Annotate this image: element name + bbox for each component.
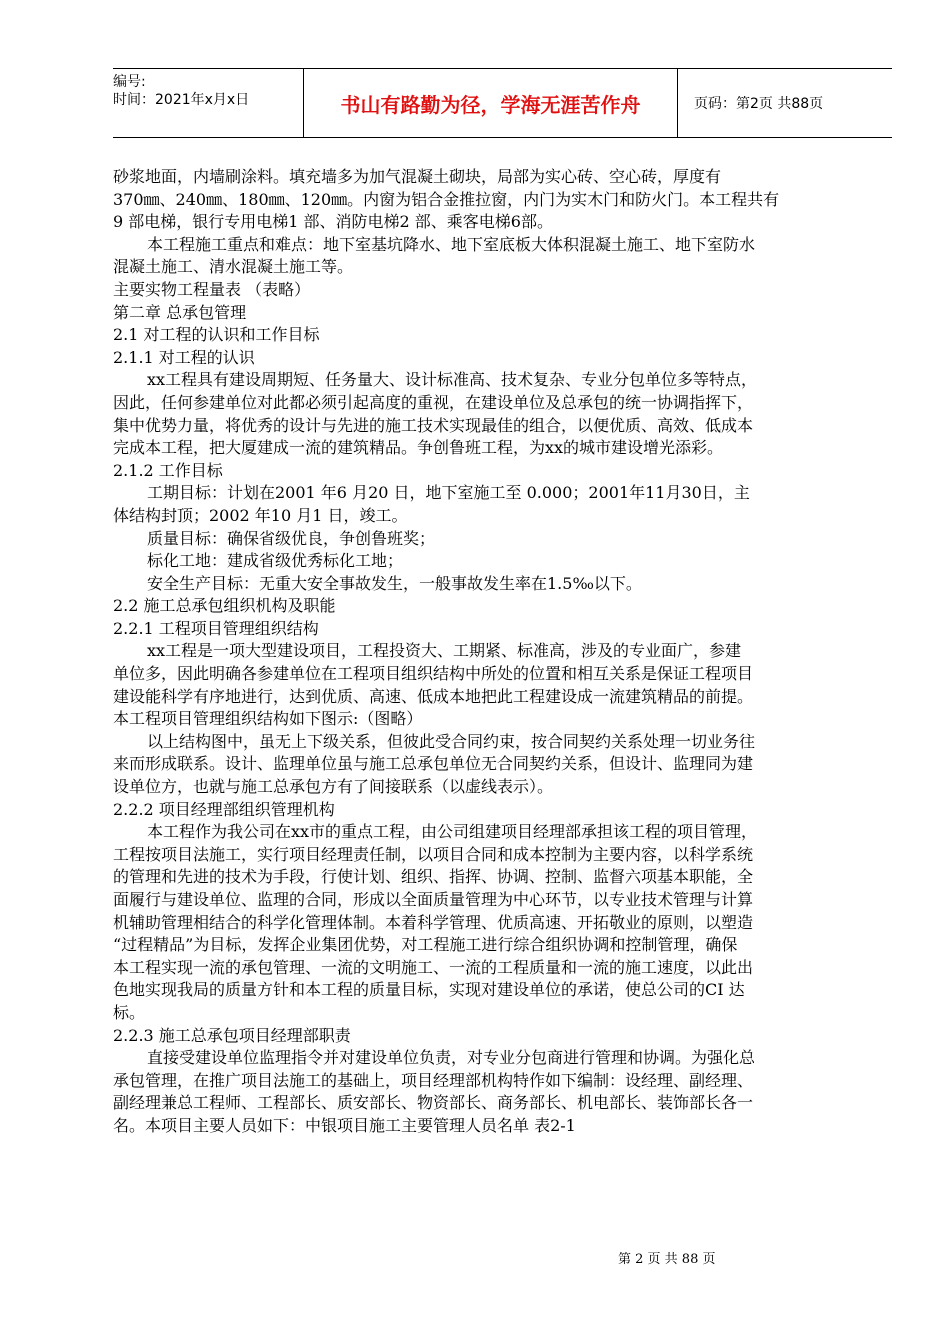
text-line: 工期目标：计划在2001 年6 月20 日，地下室施工至 0.000；2001年11月30日，主 [147, 483, 750, 503]
text-line: 的管理和先进的技术为手段，行使计划、组织、指挥、协调、控制、监督六项基本职能，全 [113, 867, 754, 887]
text-line: 砂浆地面，内墙刷涂料。填充墙多为加气混凝土砌块，局部为实心砖、空心砖，厚度有 [113, 167, 722, 186]
text-line: 2.2.1 工程项目管理组织结构 [113, 618, 319, 638]
text-line: “过程精品”为目标，发挥企业集团优势，对工程施工进行综合组织协调和控制管理，确保 [113, 935, 738, 955]
text-line: 2.2.2 项目经理部组织管理机构 [113, 799, 335, 819]
text-line: 名。本项目主要人员如下：中银项目施工主要管理人员名单 表2-1 [113, 1115, 576, 1135]
text-line: xx工程具有建设周期短、任务量大、设计标准高、技术复杂、专业分包单位多等特点， [147, 370, 758, 390]
number-label: 编号: [113, 74, 146, 90]
header-meta [113, 69, 304, 137]
text-line: 9 部电梯，银行专用电梯1 部、消防电梯2 部、乘客电梯6部。 [113, 212, 553, 232]
text-line: 2.1.1 对工程的认识 [113, 347, 255, 367]
text-line: 370㎜、240㎜、180㎜、120㎜。内窗为铝合金推拉窗，内门为实木门和防火门。本工程共有 [113, 189, 780, 209]
text-line: 建设能科学有序地进行，达到优质、高速、低成本地把此工程建设成一流建筑精品的前提。 [113, 686, 754, 706]
text-line: 因此，任何参建单位对此都必须引起高度的重视，在建设单位及总承包的统一协调指挥下， [113, 392, 754, 412]
text-line: 2.2 施工总承包组织机构及职能 [113, 596, 336, 616]
text-line: 直接受建设单位监理指令并对建设单位负责，对专业分包商进行管理和协调。为强化总 [147, 1048, 756, 1068]
page-footer: 第 2 页 共 88 页 [618, 1252, 716, 1267]
text-line: 面履行与建设单位、监理的合同，形成以全面质量管理为中心环节，以专业技术管理与计算 [113, 890, 754, 909]
text-line: 第二章 总承包管理 [113, 302, 247, 322]
text-line: 本工程实现一流的承包管理、一流的文明施工、一流的工程质量和一流的施工速度，以此出 [113, 957, 754, 977]
text-line: 体结构封顶；2002 年10 月1 日，竣工。 [113, 505, 408, 525]
text-line: 2.1.2 工作目标 [113, 460, 223, 480]
text-line: 本工程项目管理组织结构如下图示:（图略） [113, 709, 423, 729]
text-line: 单位多，因此明确各参建单位在工程项目组织结构中所处的位置和相互关系是保证工程项目 [113, 664, 754, 684]
header-page-label: 页码：第2页 共88页 [694, 96, 824, 112]
time-label: 时间：2021年x月x日 [113, 92, 250, 108]
text-line: 混凝土施工、清水混凝土施工等。 [113, 257, 354, 277]
text-line: 本工程施工重点和难点：地下室基坑降水、地下室底板大体积混凝土施工、地下室防水 [147, 234, 756, 254]
text-line: 标化工地：建成省级优秀标化工地； [147, 551, 404, 571]
document-body [113, 166, 883, 1138]
text-line: 主要实物工程量表 （表略） [113, 279, 311, 299]
text-line: 标。 [113, 1002, 146, 1022]
text-line: 来而形成联系。设计、监理单位虽与施工总承包单位无合同契约关系，但设计、监理同为建 [113, 754, 754, 774]
text-line: 本工程作为我公司在xx市的重点工程，由公司组建项目经理部承担该工程的项目管理， [147, 822, 758, 842]
text-line: 工程按项目法施工，实行项目经理责任制，以项目合同和成本控制为主要内容，以科学系统 [113, 844, 754, 864]
text-line: 2.2.3 施工总承包项目经理部职责 [113, 1025, 351, 1045]
text-line: 完成本工程，把大厦建成一流的建筑精品。争创鲁班工程，为xx的城市建设增光添彩。 [113, 438, 724, 458]
text-line: 安全生产目标：无重大安全事故发生，一般事故发生率在1.5‰以下。 [147, 573, 642, 593]
text-line: 承包管理，在推广项目法施工的基础上，项目经理部机构特作如下编制：设经理、副经理、 [113, 1070, 754, 1090]
header-motto: 书山有路勤为径，学海无涯苦作舟 [304, 69, 678, 137]
text-line: 2.1 对工程的认识和工作目标 [113, 325, 320, 345]
text-line: 机辅助管理相结合的科学化管理体制。本着科学管理、优质高速、开拓敬业的原则，以塑造 [113, 912, 754, 932]
text-line: 色地实现我局的质量方针和本工程的质量目标，实现对建设单位的承诺，使总公司的CI 达 [113, 980, 745, 1000]
text-line: 集中优势力量，将优秀的设计与先进的施工技术实现最佳的组合，以便优质、高效、低成本 [113, 415, 754, 435]
text-line: 设单位方，也就与施工总承包方有了间接联系（以虚线表示）。 [113, 777, 554, 797]
text-line: 质量目标：确保省级优良，争创鲁班奖； [147, 528, 436, 548]
text-line: 以上结构图中，虽无上下级关系，但彼此受合同约束，按合同契约关系处理一切业务往 [147, 731, 756, 751]
text-line: xx工程是一项大型建设项目，工程投资大、工期紧、标准高，涉及的专业面广，参建 [147, 641, 742, 661]
page-header [113, 68, 892, 138]
text-line: 副经理兼总工程师、工程部长、质安部长、物资部长、商务部长、机电部长、装饰部长各一 [113, 1093, 754, 1113]
